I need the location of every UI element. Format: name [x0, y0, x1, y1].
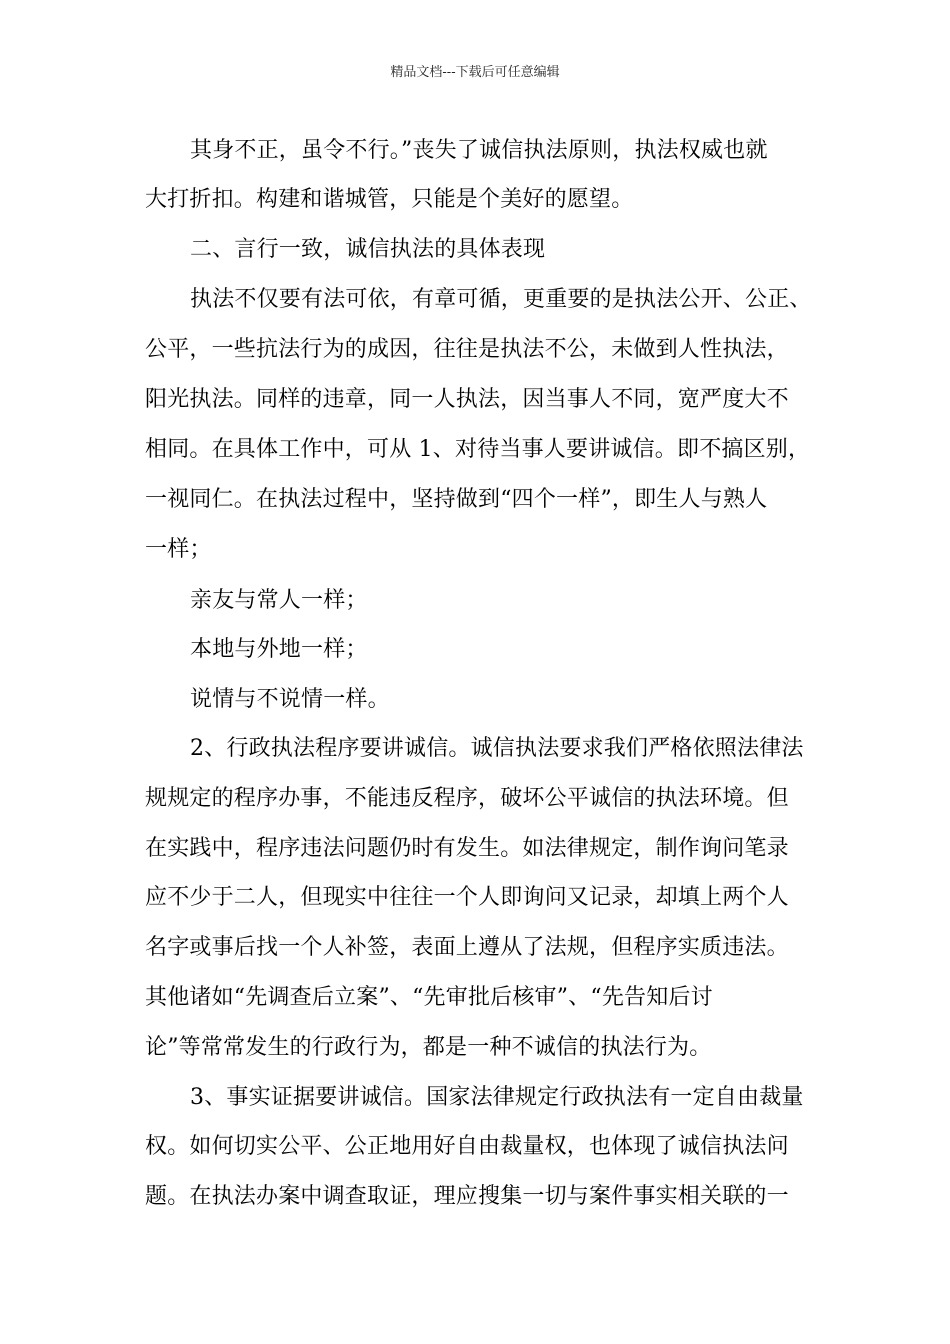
text-line: 规规定的程序办事，不能违反程序，破坏公平诚信的执法环境。但 — [145, 786, 789, 811]
text-line: 2、行政执法程序要讲诚信。诚信执法要求我们严格依照法律法 — [190, 736, 804, 761]
text-line: 其身不正，虽令不行。”丧失了诚信执法原则，执法权威也就 — [190, 138, 768, 163]
section-heading: 二、言行一致，诚信执法的具体表现 — [190, 237, 546, 262]
text-line: 名字或事后找一个人补签，表面上遵从了法规，但程序实质违法。 — [145, 935, 789, 960]
text-line: 相同。在具体工作中，可从 1、对待当事人要讲诚信。即不搞区别， — [145, 437, 811, 462]
text-line: 说情与不说情一样。 — [190, 687, 390, 712]
text-line: 一视同仁。在执法过程中，坚持做到“四个一样”，即生人与熟人 — [145, 487, 768, 512]
text-line: 一样； — [145, 537, 212, 562]
text-line: 权。如何切实公平、公正地用好自由裁量权，也体现了诚信执法问 — [145, 1134, 789, 1159]
text-line: 大打折扣。构建和谐城管，只能是个美好的愿望。 — [145, 187, 634, 212]
text-line: 题。在执法办案中调查取证，理应搜集一切与案件事实相关联的一 — [145, 1184, 789, 1209]
text-line: 论”等常常发生的行政行为，都是一种不诚信的执法行为。 — [145, 1035, 712, 1060]
text-line: 公平，一些抗法行为的成因，往往是执法不公，未做到人性执法， — [145, 337, 789, 362]
page-header: 精品文档---下载后可任意编辑 — [390, 65, 560, 80]
text-line: 应不少于二人，但现实中往往一个人即询问又记录，却填上两个人 — [145, 885, 789, 910]
text-line: 3、事实证据要讲诚信。国家法律规定行政执法有一定自由裁量 — [190, 1085, 804, 1110]
text-line: 阳光执法。同样的违章，同一人执法，因当事人不同，宽严度大不 — [145, 387, 789, 412]
text-line: 在实践中，程序违法问题仍时有发生。如法律规定，制作询问笔录 — [145, 836, 789, 861]
text-line: 本地与外地一样； — [190, 637, 368, 662]
text-line: 执法不仅要有法可依，有章可循，更重要的是执法公开、公正、 — [190, 287, 812, 312]
text-line: 亲友与常人一样； — [190, 588, 368, 613]
text-line: 其他诸如“先调查后立案”、“先审批后核审”、“先告知后讨 — [145, 985, 713, 1010]
